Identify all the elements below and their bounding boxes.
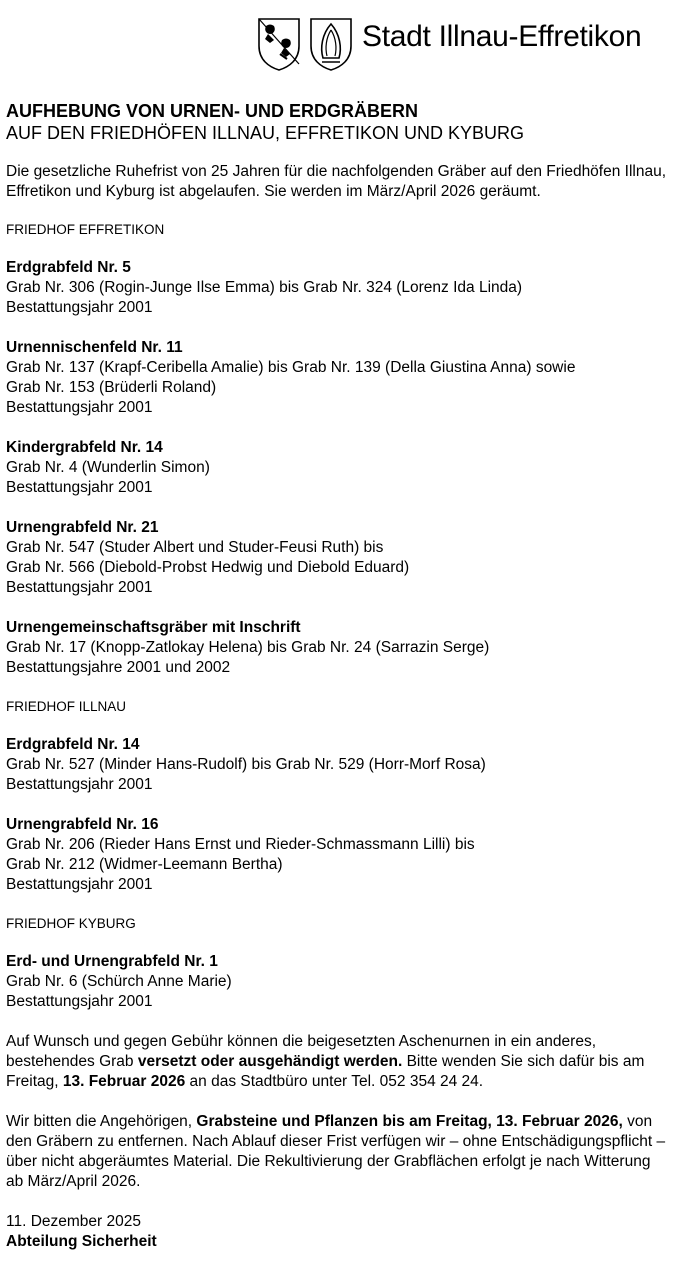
grave-field-heading: Erdgrabfeld Nr. 5 <box>6 259 131 276</box>
notice-emphasis: Grabsteine und Pflanzen bis am Freitag, 13. Februar 2026, <box>196 1113 623 1130</box>
grave-line: Grab Nr. 6 (Schürch Anne Marie) <box>6 973 232 990</box>
grave-field-heading: Urnengrabfeld Nr. 21 <box>6 519 159 536</box>
page-title: AUFHEBUNG VON URNEN- UND ERDGRÄBERN <box>6 101 419 121</box>
deadline-date: 13. Februar 2026 <box>62 1073 186 1090</box>
section-label: FRIEDHOF ILLNAU <box>6 699 127 714</box>
notice-text: von den Gräbern zu entfernen. Nach Ablauf dieser Frist verfügen wir – ohne Entschädigungspflicht – über nicht abgeräumtes Material. Die Rekultivierung der Grabflächen erfolgt je nach Witterung ab März/April 2026. <box>6 1113 666 1190</box>
intro-paragraph: Die gesetzliche Ruhefrist von 25 Jahren für die nachfolgenden Gräber auf den Friedhöfen Illnau, Effretikon und Kyburg ist abgelaufen. Sie werden im März/April 2026 geräumt. <box>6 163 667 200</box>
removal-notice <box>6 1112 670 1192</box>
grave-field-heading: Urnennischenfeld Nr. 11 <box>6 339 183 356</box>
grave-block <box>6 735 670 795</box>
grave-field-heading: Erdgrabfeld Nr. 14 <box>6 736 140 753</box>
grave-block <box>6 518 670 598</box>
grave-line: Grab Nr. 206 (Rieder Hans Ernst und Rieder-Schmassmann Lilli) bis <box>6 836 475 853</box>
grave-line: Grab Nr. 17 (Knopp-Zatlokay Helena) bis Grab Nr. 24 (Sarrazin Serge) <box>6 639 490 656</box>
urn-transfer-notice <box>6 1032 670 1092</box>
grave-field-heading: Urnengrabfeld Nr. 16 <box>6 816 159 833</box>
notice-text: an das Stadtbüro unter Tel. 052 354 24 24. <box>185 1073 484 1090</box>
grave-line: Grab Nr. 153 (Brüderli Roland) <box>6 379 217 396</box>
grave-line: Bestattungsjahr 2001 <box>6 776 153 793</box>
grave-line: Grab Nr. 306 (Rogin-Junge Ilse Emma) bis Grab Nr. 324 (Lorenz Ida Linda) <box>6 279 523 296</box>
page-subtitle: AUF DEN FRIEDHÖFEN ILLNAU, EFFRETIKON UND KYBURG <box>6 123 525 143</box>
grave-block <box>6 438 670 498</box>
grave-line: Bestattungsjahr 2001 <box>6 399 153 416</box>
department-signature <box>6 1232 670 1252</box>
grave-line: Grab Nr. 527 (Minder Hans-Rudolf) bis Grab Nr. 529 (Horr-Morf Rosa) <box>6 756 486 773</box>
grave-line: Bestattungsjahr 2001 <box>6 299 153 316</box>
grave-line: Grab Nr. 212 (Widmer-Leemann Bertha) <box>6 856 283 873</box>
grave-line: Bestattungsjahr 2001 <box>6 479 153 496</box>
grave-field-heading: Urnengemeinschaftsgräber mit Inschrift <box>6 619 301 636</box>
grave-line: Bestattungsjahr 2001 <box>6 993 153 1010</box>
section-illnau <box>6 698 670 895</box>
grave-line: Bestattungsjahr 2001 <box>6 579 153 596</box>
section-effretikon <box>6 221 670 678</box>
grave-block <box>6 952 670 1012</box>
grave-line: Grab Nr. 4 (Wunderlin Simon) <box>6 459 210 476</box>
section-label: FRIEDHOF EFFRETIKON <box>6 222 165 237</box>
grave-block <box>6 258 670 318</box>
grave-field-heading: Erd- und Urnengrabfeld Nr. 1 <box>6 953 218 970</box>
publication-date: 11. Dezember 2025 <box>6 1213 141 1230</box>
section-label: FRIEDHOF KYBURG <box>6 916 136 931</box>
notice-text: Wir bitten die Angehörigen, <box>6 1113 197 1130</box>
notice-content <box>6 100 670 1252</box>
grave-block <box>6 815 670 895</box>
grave-line: Grab Nr. 137 (Krapf-Ceribella Amalie) bis Grab Nr. 139 (Della Giustina Anna) sowie <box>6 359 576 376</box>
department-name: Abteilung Sicherheit <box>6 1233 157 1250</box>
grave-block <box>6 618 670 678</box>
brand-name: Stadt Illnau-Effretikon <box>362 20 642 53</box>
grave-block <box>6 338 670 418</box>
canton-zurich-style-lion-crest-icon <box>256 16 302 72</box>
town-crest-icon <box>308 16 354 72</box>
notice-text: Bitte wenden Sie sich dafür bis am Freitag, <box>6 1053 645 1090</box>
grave-field-heading: Kindergrabfeld Nr. 14 <box>6 439 163 456</box>
grave-line: Grab Nr. 547 (Studer Albert und Studer-Feusi Ruth) bis <box>6 539 384 556</box>
header <box>256 12 670 72</box>
notice-text: Auf Wunsch und gegen Gebühr können die beigesetzten Aschenurnen in ein anderes, bestehendes Grab <box>6 1033 596 1070</box>
grave-line: Bestattungsjahr 2001 <box>6 876 153 893</box>
notice-emphasis: versetzt oder ausgehändigt werden. <box>137 1053 403 1070</box>
grave-line: Bestattungsjahre 2001 und 2002 <box>6 659 231 676</box>
section-kyburg <box>6 915 670 1012</box>
grave-line: Grab Nr. 566 (Diebold-Probst Hedwig und Diebold Eduard) <box>6 559 410 576</box>
